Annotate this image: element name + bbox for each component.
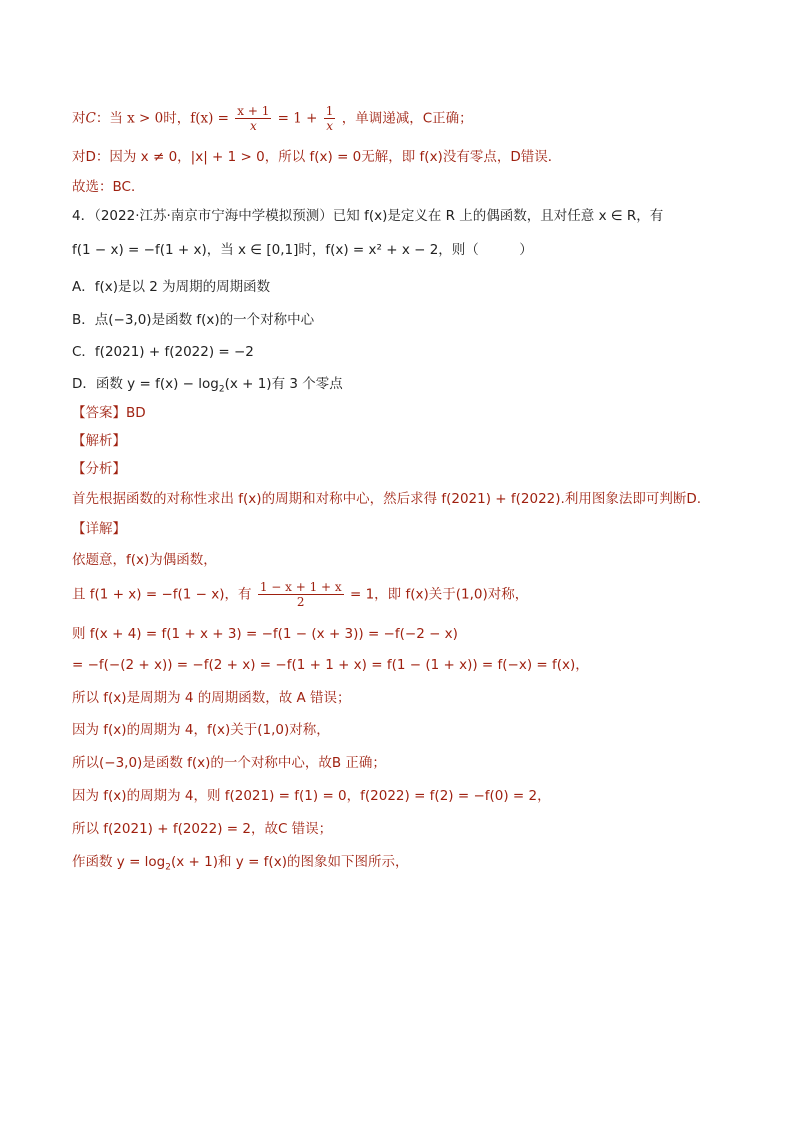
option-c: C．f(2021) + f(2022) = −2 xyxy=(72,344,254,360)
option-a: A．f(x)是以 2 为周期的周期函数 xyxy=(72,279,271,295)
detail-4: = −f(−(2 + x)) = −f(2 + x) = −f(1 + 1 + x) = f(1 − (1 + x)) = f(−x) = f(x)， xyxy=(72,657,589,673)
detail-7: 所以(−3,0)是函数 f(x)的一个对称中心，故B 正确； xyxy=(72,755,386,771)
line-d-check: 对D：因为 x ≠ 0，|x| + 1 > 0，所以 f(x) = 0无解，即 f(x)没有零点，D错误． xyxy=(72,149,562,165)
detail-10: 作函数 $y = \log_2(x + 1)$和 y = f(x)的图象如下图所示， xyxy=(72,854,409,873)
question-4-cont: f(1 − x) = −f(1 + x)，当 x ∈ [0,1]时，f(x) = x² + x − 2，则（ ） xyxy=(72,242,533,258)
option-b: B．点(−3,0)是函数 f(x)的一个对称中心 xyxy=(72,312,315,328)
text: 对 xyxy=(72,110,86,127)
detail-2: 且 f(1 + x) = −f(1 − x)，有 $\frac{1 - x + 1 + x}{2}$ = 1，即 f(x)关于(1,0)对称， xyxy=(72,580,529,609)
detail-6: 因为 f(x)的周期为 4，f(x)关于(1,0)对称， xyxy=(72,722,330,738)
line-choice: 故选：BC． xyxy=(72,179,145,195)
detail-heading: 【详解】 xyxy=(72,521,126,537)
fraction: $\frac{x + 1}{x}$ xyxy=(237,104,270,133)
detail-9: 所以 f(2021) + f(2022) = 2，故C 错误； xyxy=(72,821,333,837)
expr: 当 x > 0时，f(x) = xyxy=(109,110,229,127)
answer: 【答案】BD xyxy=(72,405,146,421)
detail-5: 所以 f(x)是周期为 4 的周期函数，故 A 错误； xyxy=(72,690,351,706)
analysis-heading: 【解析】 xyxy=(72,433,126,449)
fenxi-text: 首先根据函数的对称性求出 f(x)的周期和对称中心，然后求得 f(2021) + f(2022).利用图象法即可判断D. xyxy=(72,491,702,507)
option-d: D．函数 $y = f(x) - \log_2(x + 1)$有 3 个零点 xyxy=(72,376,343,395)
detail-8: 因为 f(x)的周期为 4，则 f(2021) = f(1) = 0，f(2022) = f(2) = −f(0) = 2， xyxy=(72,788,551,804)
detail-3: 则 f(x + 4) = f(1 + x + 3) = −f(1 − (x + 3)) = −f(−2 − x) xyxy=(72,626,458,642)
question-4: 4．（2022·江苏·南京市宁海中学模拟预测）已知 f(x)是定义在 R 上的偶函数，且对任意 x ∈ R，有 xyxy=(72,208,664,224)
line-c-check: 对C：当 x > 0时，f(x) = $\frac{x + 1}{x}$ = 1 + $\frac{1}{x}$ ，单调递减，C正确； xyxy=(72,104,473,133)
fraction: $\frac{1 - x + 1 + x}{2}$ xyxy=(259,580,342,609)
detail-1: 依题意，f(x)为偶函数， xyxy=(72,552,217,568)
fenxi-heading: 【分析】 xyxy=(72,461,126,477)
fraction: $\frac{1}{x}$ xyxy=(325,104,334,133)
